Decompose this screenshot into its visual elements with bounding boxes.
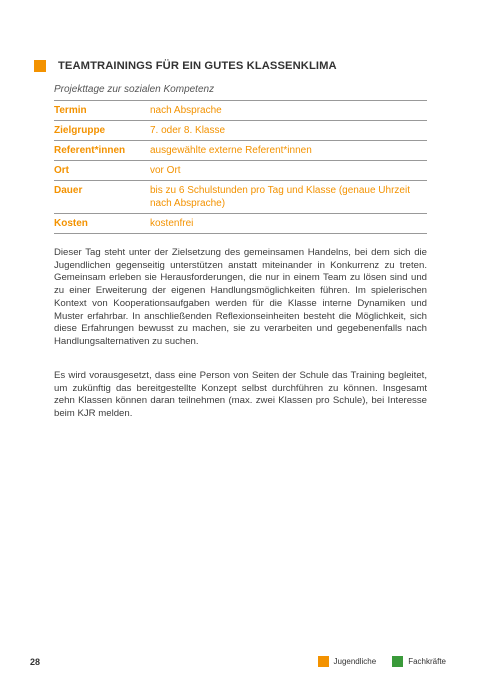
orange-square-icon <box>34 60 46 72</box>
info-value: 7. oder 8. Klasse <box>150 121 427 141</box>
info-value: vor Ort <box>150 161 427 181</box>
legend-label: Jugendliche <box>333 657 377 666</box>
section-title: TEAMTRAININGS FÜR EIN GUTES KLASSENKLIMA <box>58 60 337 72</box>
info-label: Termin <box>54 101 150 121</box>
info-row-termin <box>54 101 427 121</box>
info-row-kosten <box>54 214 427 234</box>
info-value: nach Absprache <box>150 101 427 121</box>
info-row-dauer <box>54 181 427 214</box>
legend-item-fachkraefte <box>392 656 446 667</box>
legend-label: Fachkräfte <box>408 657 446 666</box>
info-label: Zielgruppe <box>54 121 150 141</box>
body-paragraph-1: Dieser Tag steht unter der Zielsetzung des gemeinsamen Handelns, bei dem sich die Jugendlichen gegenseitig unterstützen anstatt miteinander in Konkurrenz zu treten. Gemeinsam erleben sie Herausforderungen, die nur in einem Team zu lösen sind und zu einer Erweiterung der eigenen Handlungsmöglichkeiten führen. Im spielerischen Kontext von Kooperationsaufgaben werden für die Klasse interne Dynamiken und Muster erfahrbar. In anschließenden Reflexionseinheiten besteht die Möglichkeit, sich diese Erfahrungen bewusst zu machen, sie zu verarbeiten und gegebenenfalls nach Handlungsalternativen zu suchen. <box>54 247 427 347</box>
info-value: bis zu 6 Schulstunden pro Tag und Klasse (genaue Uhrzeit nach Absprache) <box>150 181 427 214</box>
info-row-zielgruppe <box>54 121 427 141</box>
orange-swatch-icon <box>318 656 329 667</box>
page-number: 28 <box>30 657 41 667</box>
info-row-ort <box>54 161 427 181</box>
info-value: kostenfrei <box>150 214 427 234</box>
section-heading <box>34 60 337 72</box>
audience-legend <box>318 656 447 667</box>
info-label: Kosten <box>54 214 150 234</box>
info-value: ausgewählte externe Referent*innen <box>150 141 427 161</box>
green-swatch-icon <box>392 656 403 667</box>
info-label: Ort <box>54 161 150 181</box>
info-table <box>54 101 427 234</box>
info-row-referent <box>54 141 427 161</box>
subtitle: Projekttage zur sozialen Kompetenz <box>54 84 215 95</box>
info-label: Referent*innen <box>54 141 150 161</box>
legend-item-jugendliche <box>318 656 377 667</box>
info-label: Dauer <box>54 181 150 214</box>
body-paragraph-2: Es wird vorausgesetzt, dass eine Person von Seiten der Schule das Training begleitet, um zukünftig das bereitgestellte Konzept selbst durchführen zu können. Insgesamt zehn Klassen können daran teilnehmen (max. zwei Klassen pro Schule), bei Interesse beim KJR melden. <box>54 370 427 420</box>
